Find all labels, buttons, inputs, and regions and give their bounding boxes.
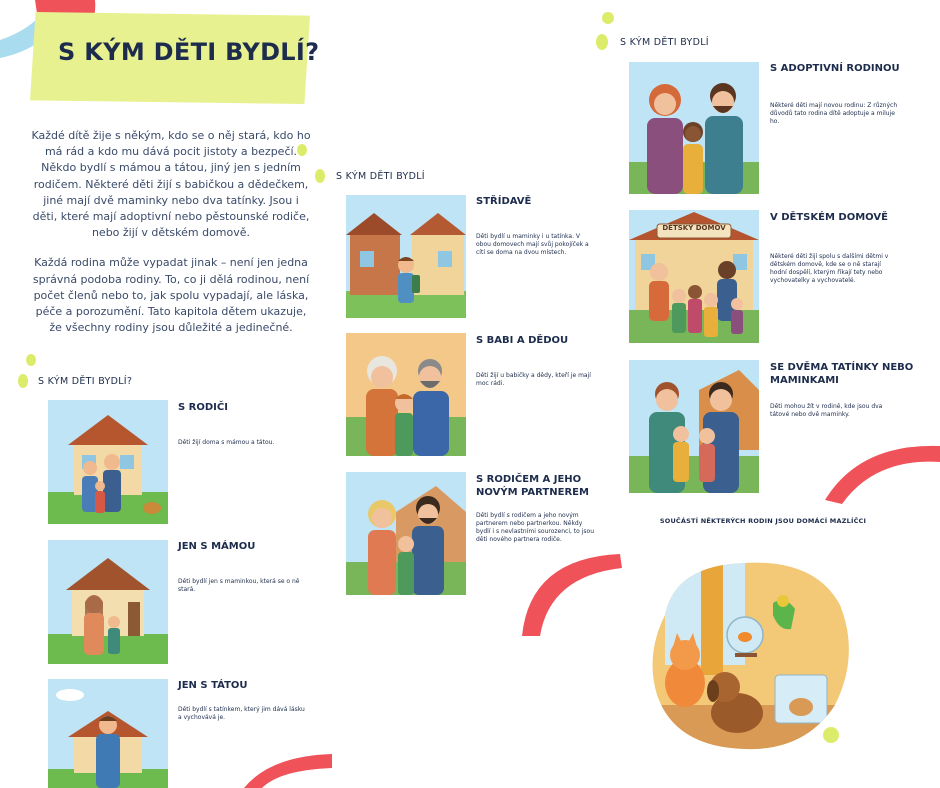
card-title-new-partner: S RODIČEM A JEHO NOVÝM PARTNEREM [476,474,589,498]
grandparents-illustration [346,333,466,456]
decor-curve-bottom [240,748,340,788]
card-title-grandparents: S BABI A DĚDOU [476,335,569,346]
card-title-alternating: STŘÍDAVĚ [476,196,532,207]
card-desc-adoptive: Některé děti mají novou rodinu: Z různých důvodů tato rodina dítě adoptuje a miluje ho. [770,102,898,125]
card-title-two-parents: SE DVĚMA TATÍNKY NEBO MAMINKAMI [770,362,914,386]
decor-leaf-3 [24,353,38,367]
new-partner-illustration [346,472,466,595]
column2-label: S KÝM DĚTI BYDLÍ [336,171,425,182]
decor-leaf-6 [594,32,610,52]
decor-curve-right [820,438,940,508]
card-title-orphanage: V DĚTSKÉM DOMOVĚ [770,212,888,223]
family-parents-illustration [48,400,168,524]
pets-title: SOUČÁSTÍ NĚKTERÝCH RODIN JSOU DOMÁCÍ MAZLÍČCI [659,517,867,525]
pets-illustration [645,555,857,753]
card-desc-alternating: Děti bydlí u maminky i u tatínka. V obou domovech mají svůj pokojíček a cítí se doma na dvou místech. [476,233,589,256]
intro-paragraph-1: Každé dítě žije s někým, kdo se o něj stará, kdo ho má rád a kdo mu dává pocit jistoty a bezpečí. Někdo bydlí s mámou a tátou, jiný jen s jedním rodičem. Některé děti žijí s babičkou a dědečkem, jiné mají dvě maminky nebo dva tatínky. Jsou i děti, které mají adoptivní nebo pěstounské rodiče, nebo žijí v dětském domově. [31,129,311,240]
card-desc-parents: Děti žijí doma s mámou a tátou. [178,439,275,446]
column3-label: S KÝM DĚTI BYDLÍ [620,37,709,48]
intro-text [30,128,312,350]
family-mother-illustration [48,540,168,664]
card-title-adoptive: S ADOPTIVNÍ RODINOU [770,63,900,74]
card-desc-father: Děti bydlí s tatínkem, který jim dává lásku a vychovává je. [178,706,305,721]
decor-leaf-2 [313,168,327,184]
card-desc-grandparents: Děti žijí u babičky a dědy, kteří je mají moc rádi. [476,372,591,387]
card-desc-mother: Děti bydlí jen s maminkou, která se o ně stará. [178,578,300,593]
decor-leaf-5 [600,10,616,26]
card-desc-two-parents: Děti mohou žít v rodině, kde jsou dva tátové nebo dvě maminky. [770,403,883,418]
two-parents-illustration [629,360,759,493]
intro-paragraph-2: Každá rodina může vypadat jinak – není jen jedna správná podoba rodiny. To, co ji dělá rodinou, není počet členů nebo to, jak spolu vypadají, ale láska, péče a porozumění. Tato kapitola dětem ukazuje, že všechny rodiny jsou důležité a jedinečné. [32,256,310,335]
family-father-illustration [48,679,168,788]
card-desc-new-partner: Děti bydlí s rodičem a jeho novým partnerem nebo partnerkou. Někdy bydlí i s nevlastními sourozenci, to jsou děti nového partnera rodiče. [476,512,594,543]
adoptive-family-illustration [629,62,759,194]
column1-label: S KÝM DĚTI BYDLÍ? [38,376,133,387]
decor-leaf-4 [16,373,30,389]
card-title-parents: S RODIČI [178,402,228,413]
page-title: S KÝM DĚTI BYDLÍ? [58,38,320,66]
decor-curve-mid [510,548,630,638]
orphanage-sign: DĚTSKÝ DOMOV [662,224,726,232]
card-desc-orphanage: Některé děti žijí spolu s dalšími dětmi v dětském domově, kde se o ně starají hodní dospělí, kterým říkají tety nebo vychovatelky a vychovatelé. [770,253,889,284]
alternating-homes-illustration [346,195,466,318]
card-title-father: JEN S TÁTOU [178,680,248,691]
card-title-mother: JEN S MÁMOU [178,541,256,552]
